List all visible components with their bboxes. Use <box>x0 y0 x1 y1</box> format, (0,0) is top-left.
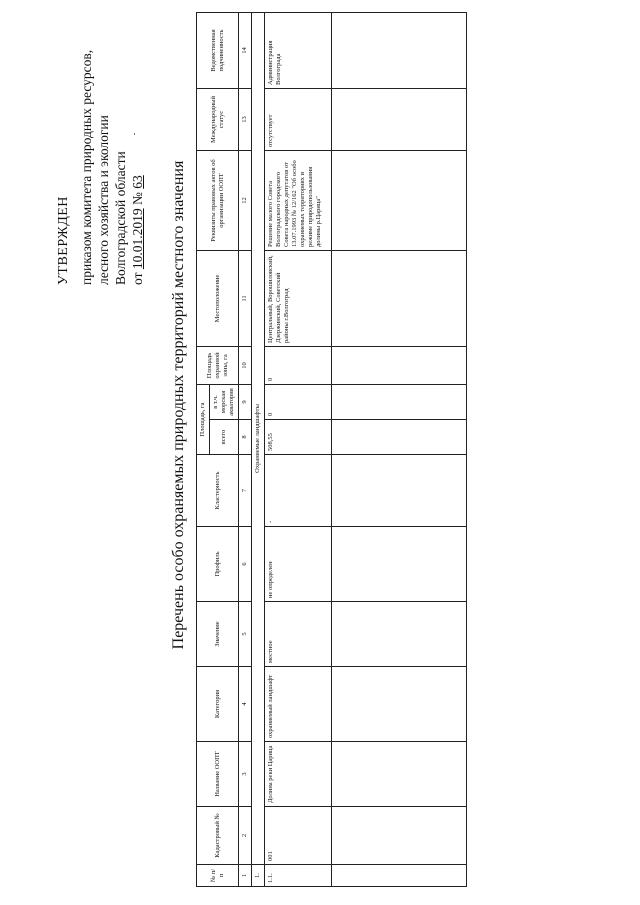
header-category: Категория <box>197 667 239 742</box>
header-area-total: всего <box>210 420 239 455</box>
header-num: № п/п <box>197 865 239 887</box>
cell-name: Долина реки Царица <box>265 742 332 807</box>
cell-profile: не определен <box>265 527 332 602</box>
empty-cell <box>332 807 467 865</box>
empty-cell <box>332 251 467 347</box>
column-number: 10 <box>239 347 252 385</box>
column-number: 12 <box>239 151 252 251</box>
cell-significance: местное <box>265 602 332 667</box>
header-name: Название ООПТ <box>197 742 239 807</box>
approval-block <box>55 5 146 285</box>
approval-number: 63 <box>130 175 145 189</box>
approval-line: Волгоградской области <box>113 151 128 285</box>
header-intl-status: Международный статус <box>197 89 239 151</box>
header-cluster: Кластерность <box>197 455 239 527</box>
empty-cell <box>332 89 467 151</box>
column-number: 5 <box>239 602 252 667</box>
page-title: Перечень особо охраняемых природных территорий местного значения <box>170 160 187 650</box>
header-buffer: Площадь охранной зоны, га <box>197 347 239 385</box>
empty-cell <box>332 347 467 385</box>
empty-cell <box>332 527 467 602</box>
cell-documents: Решение малого Совета Волгоградского городского Совета народных депутатов от 13.07.1993 № 12/162 "Об особо охраняемых территориях и режиме природопользования долины р.Царица" <box>265 151 332 251</box>
speck <box>134 133 135 135</box>
column-number: 6 <box>239 527 252 602</box>
column-number: 2 <box>239 807 252 865</box>
empty-cell <box>332 667 467 742</box>
empty-row <box>332 13 467 887</box>
column-number: 4 <box>239 667 252 742</box>
header-area: Площадь, га <box>197 385 210 455</box>
approval-line: приказом комитета природных ресурсов, <box>79 49 94 285</box>
header-cadastral: Кадастровый № <box>197 807 239 865</box>
column-number: 1 <box>239 865 252 887</box>
empty-cell <box>332 455 467 527</box>
header-significance: Значение <box>197 602 239 667</box>
column-number: 9 <box>239 385 252 420</box>
empty-cell <box>332 865 467 887</box>
column-number: 8 <box>239 420 252 455</box>
header-area-reserved: в т.ч. морская акватория <box>210 385 239 420</box>
approval-line: лесного хозяйства и экологии <box>96 115 111 285</box>
empty-cell <box>332 602 467 667</box>
approval-date: 10.01.2019 <box>130 208 145 270</box>
category-index: 1. <box>252 865 265 887</box>
header-subordination: Ведомственная подчиненность <box>197 13 239 89</box>
header-profile: Профиль <box>197 527 239 602</box>
empty-cell <box>332 13 467 89</box>
cell-cluster: - <box>265 455 332 527</box>
cell-buffer: 0 <box>265 347 332 385</box>
column-number: 3 <box>239 742 252 807</box>
cell-area-reserved: 0 <box>265 385 332 420</box>
cell-location: Центральный, Ворошиловский, Дзержинский, Советский районы г.Волгоград <box>265 251 332 347</box>
category-label: Охраняемые ландшафты <box>252 13 265 865</box>
empty-cell <box>332 742 467 807</box>
column-number: 7 <box>239 455 252 527</box>
cell-area-total: 508,55 <box>265 420 332 455</box>
cell-intl-status: отсутствует <box>265 89 332 151</box>
empty-cell <box>332 151 467 251</box>
column-number: 14 <box>239 13 252 89</box>
header-location: Местоположение <box>197 251 239 347</box>
column-number: 11 <box>239 251 252 347</box>
approval-date-line <box>129 5 146 285</box>
category-row <box>252 13 265 887</box>
cell-num: 1.1. <box>265 865 332 887</box>
date-prefix: от <box>130 272 145 285</box>
oopt-table <box>196 12 467 887</box>
cell-subordination: Администрация Волгограда <box>265 13 332 89</box>
cell-category: охраняемый ландшафт <box>265 667 332 742</box>
header-documents: Реквизиты правовых актов об организации ООПТ <box>197 151 239 251</box>
table-row <box>265 13 332 887</box>
empty-cell <box>332 385 467 420</box>
column-number-row <box>239 13 252 887</box>
number-prefix: № <box>130 192 145 206</box>
empty-cell <box>332 420 467 455</box>
cell-cadastral: 001 <box>265 807 332 865</box>
column-number: 13 <box>239 89 252 151</box>
approval-title: УТВЕРЖДЕН <box>56 196 71 285</box>
